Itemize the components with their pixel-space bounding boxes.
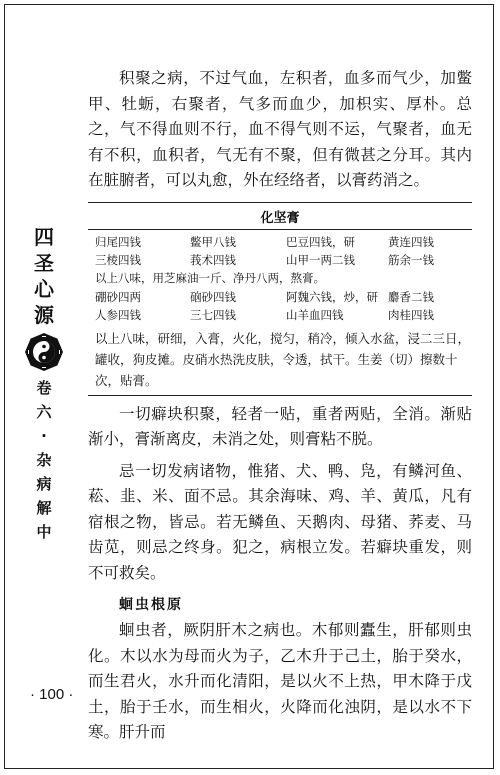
bagua-taiji-icon	[24, 332, 64, 372]
section-heading: 蛔虫根原	[119, 597, 183, 613]
ingredient: 三七四钱	[190, 307, 236, 322]
paragraph: 积聚之病，不过气血，左积者，血多而气少，加鳖甲、牡蛎，右聚者，气多而血少，加枳实、厚朴。总之，气不得血则不行，血不得气则不运，气聚者，血无有不积，血积者，气无有不聚，但有微甚之分耳。其内在脏腑者，可以丸愈，外在经络者，以膏药消之。	[88, 69, 472, 189]
volume-char: ·	[41, 427, 47, 445]
paragraph: 蛔虫者，厥阴肝木之病也。木郁则蠹生，肝郁则虫化。木以水为母而火为子，乙木升于己土，胎于癸水，而生君火，水升而化清阳，是以火不上热，甲木降于戊土，胎于壬水，而生相火，火降而化浊阴，是以水不下寒。肝升而	[88, 621, 472, 741]
ingredient: 筋余一钱	[388, 252, 434, 267]
paragraph: 忌一切发病诸物，惟猪、犬、鸭、凫，有鳞河鱼、菘、韭、米、面不忌。其余海味、鸡、羊、黄瓜，凡有宿根之物，皆忌。若无鳞鱼、天鹅肉、母猪、荞麦、马齿苋，则忌之终身。犯之，病根立发。若癖块重发，则不可救矣。	[88, 461, 472, 582]
volume-char: 卷	[36, 379, 52, 397]
ingredient: 三棱四钱	[95, 252, 141, 267]
ingredient: 硼砂四两	[95, 289, 141, 304]
book-title-char: 心	[34, 277, 54, 301]
ingredient-row	[88, 251, 472, 269]
ingredient-row	[88, 233, 472, 251]
volume-char: 解	[36, 499, 52, 517]
paragraph: 一切癖块积聚，轻者一贴，重者两贴，全消。渐贴渐小，膏渐离皮，未消之处，则膏粘不脱。	[88, 404, 472, 448]
volume-char: 中	[36, 523, 52, 541]
ingredient-row	[88, 306, 472, 324]
ingredient: 山甲一两二钱	[286, 252, 355, 267]
recipe-title: 化坚膏	[88, 203, 472, 230]
ingredient: 肉桂四钱	[388, 307, 434, 322]
ingredient: 阿魏六钱，炒，研	[286, 289, 378, 304]
ingredient: 人参四钱	[95, 307, 141, 322]
volume-label	[22, 376, 66, 544]
ingredient: 鳖甲八钱	[190, 234, 236, 249]
ingredient: 山羊血四钱	[286, 307, 344, 322]
book-title	[22, 224, 66, 328]
main-text	[88, 66, 472, 746]
ingredient: 归尾四钱	[95, 234, 141, 249]
book-title-char: 四	[34, 225, 54, 249]
ingredient-row	[88, 288, 472, 306]
ingredient: 麝香二钱	[388, 289, 434, 304]
recipe-box	[88, 202, 472, 396]
ingredient: 莪术四钱	[190, 252, 236, 267]
page-number: · 100 ·	[30, 686, 74, 703]
ingredient: 黄连四钱	[388, 234, 434, 249]
book-title-char: 源	[34, 303, 54, 327]
volume-char: 杂	[36, 451, 52, 469]
recipe-note: 以上八味，研细，入膏，火化，搅匀，稍冷，倾入水盆，浸二三日，罐收，狗皮摊。皮硝水热洗皮肤，令透，拭干。生姜（切）擦数十次，贴膏。	[95, 330, 471, 388]
side-banner	[22, 224, 66, 544]
ingredient: 巴豆四钱，研	[286, 234, 355, 249]
ingredient: 硇砂四钱	[190, 289, 236, 304]
volume-char: 六	[36, 403, 52, 421]
book-title-char: 圣	[34, 251, 54, 275]
recipe-note: 以上八味，用芝麻油一斤、净丹八两，熬膏。	[95, 270, 325, 285]
volume-char: 病	[36, 475, 52, 493]
